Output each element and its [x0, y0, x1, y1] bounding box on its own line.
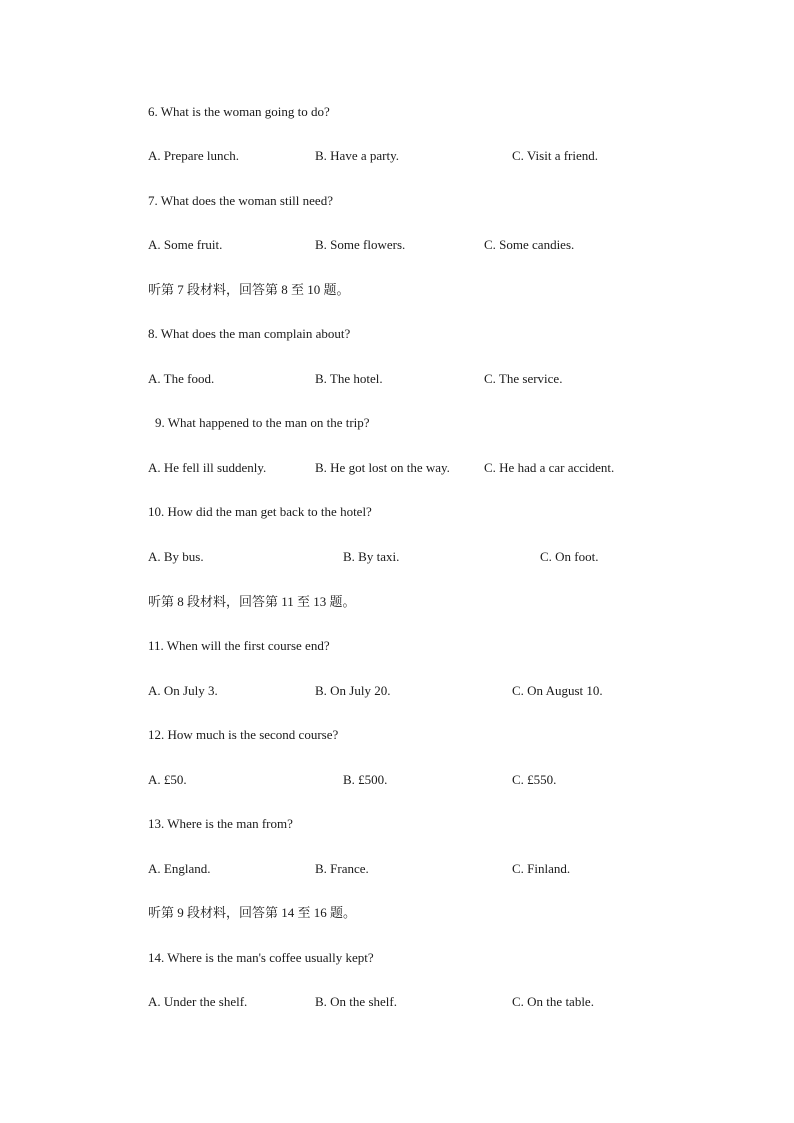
- section-header: 听第 9 段材料，回答第 14 至 16 题。: [148, 905, 357, 920]
- option-c: C. The service.: [484, 371, 563, 386]
- option-b: B. £500.: [343, 772, 388, 787]
- question-stem: 10. How did the man get back to the hotel?: [148, 504, 372, 519]
- option-c: C. Finland.: [512, 861, 571, 876]
- option-a: A. £50.: [148, 772, 187, 787]
- question-stem: 12. How much is the second course?: [148, 727, 339, 742]
- option-a: A. Under the shelf.: [148, 994, 248, 1009]
- option-a: A. Prepare lunch.: [148, 148, 239, 163]
- option-a: A. By bus.: [148, 549, 204, 564]
- option-c: C. Visit a friend.: [512, 148, 598, 163]
- question-stem: 11. When will the first course end?: [148, 638, 330, 653]
- option-b: B. Some flowers.: [315, 237, 406, 252]
- option-a: A. The food.: [148, 371, 215, 386]
- option-b: B. On July 20.: [315, 683, 391, 698]
- option-c: C. On foot.: [540, 549, 599, 564]
- question-stem: 6. What is the woman going to do?: [148, 104, 330, 119]
- option-b: B. The hotel.: [315, 371, 383, 386]
- option-a: A. England.: [148, 861, 211, 876]
- option-c: C. £550.: [512, 772, 557, 787]
- option-b: B. Have a party.: [315, 148, 399, 163]
- section-header: 听第 8 段材料，回答第 11 至 13 题。: [148, 594, 356, 609]
- option-b: B. He got lost on the way.: [315, 460, 450, 475]
- option-c: C. Some candies.: [484, 237, 575, 252]
- question-stem: 9. What happened to the man on the trip?: [155, 415, 370, 430]
- option-b: B. By taxi.: [343, 549, 400, 564]
- section-header: 听第 7 段材料，回答第 8 至 10 题。: [148, 282, 350, 297]
- question-stem: 7. What does the woman still need?: [148, 193, 333, 208]
- option-b: B. France.: [315, 861, 369, 876]
- option-a: A. He fell ill suddenly.: [148, 460, 267, 475]
- option-c: C. On the table.: [512, 994, 594, 1009]
- option-c: C. On August 10.: [512, 683, 603, 698]
- option-a: A. On July 3.: [148, 683, 218, 698]
- question-stem: 8. What does the man complain about?: [148, 326, 351, 341]
- option-a: A. Some fruit.: [148, 237, 223, 252]
- option-b: B. On the shelf.: [315, 994, 397, 1009]
- question-stem: 13. Where is the man from?: [148, 816, 293, 831]
- option-c: C. He had a car accident.: [484, 460, 615, 475]
- question-stem: 14. Where is the man's coffee usually kept?: [148, 950, 374, 965]
